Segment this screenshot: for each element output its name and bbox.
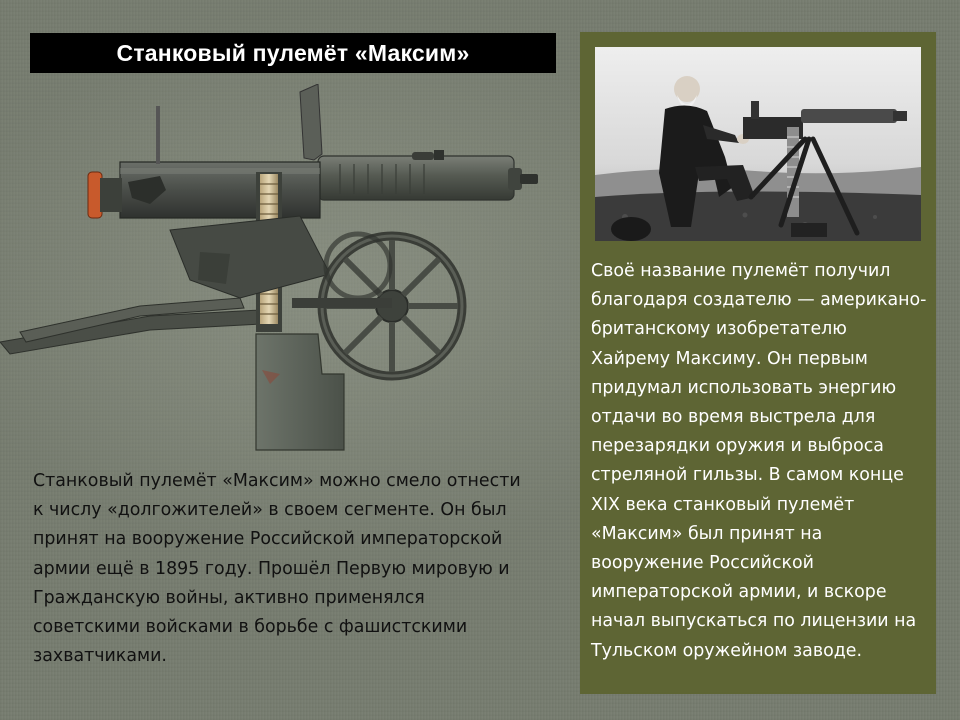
right-description: Своё название пулемёт получил благодаря создателю — американо-британскому изобретателю Хайрему Максиму. Он первым придумал использовать энергию отдачи во время выстрела для перезарядки оружия и выброса стреляной гильзы. В самом конце XIX века станковый пулемёт «Максим» был принят на вооружение Российской императорской армии, и вскоре начал выпускаться по лицензии на Тульском оружейном заводе. (591, 261, 927, 661)
hiram-maxim-with-gun-photo (595, 47, 921, 241)
slide-title: Станковый пулемёт «Максим» (30, 33, 556, 73)
maxim-machine-gun-image (0, 84, 560, 464)
info-panel (580, 32, 936, 694)
left-description: Станковый пулемёт «Максим» можно смело отнести к числу «долгожителей» в своем сегменте. Он был принят на вооружение Российской императорской армии ещё в 1895 году. Прошёл Первую мировую и Гражданскую войны, активно применялся советскими войсками в борьбе с фашистскими захватчиками. (33, 471, 521, 667)
